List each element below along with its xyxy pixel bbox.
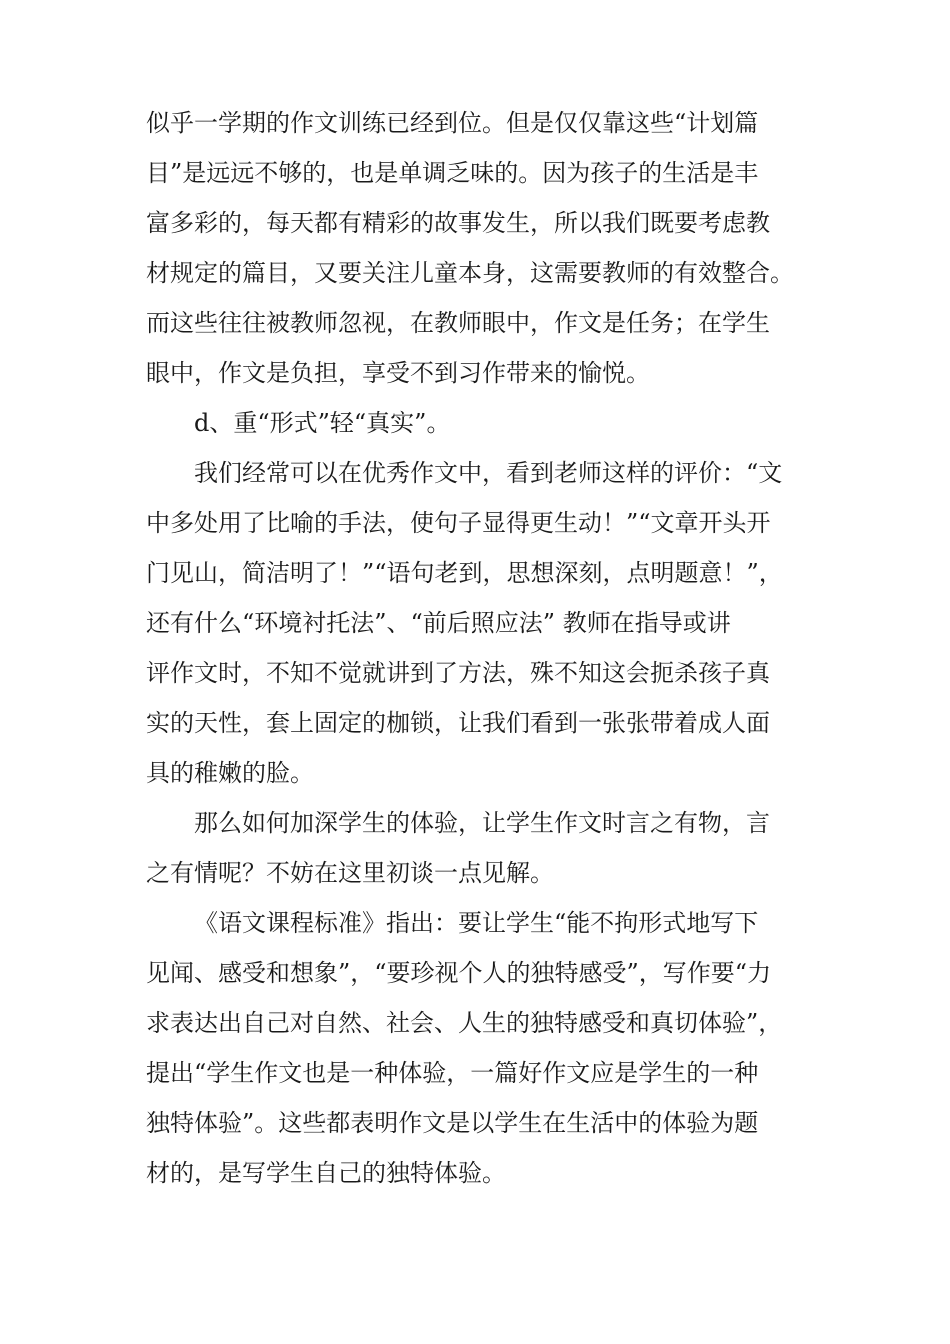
text-line: 之有情呢？不妨在这里初谈一点见解。: [146, 859, 554, 887]
text-line: 门见山，简洁明了！”“语句老到，思想深刻，点明题意！”，: [146, 559, 783, 587]
text-line: 那么如何加深学生的体验，让学生作文时言之有物，言: [194, 809, 770, 837]
text-line: 材的，是写学生自己的独特体验。: [146, 1159, 506, 1187]
text-line: 我们经常可以在优秀作文中，看到老师这样的评价：“文: [194, 459, 783, 487]
text-line: 富多彩的，每天都有精彩的故事发生，所以我们既要考虑教: [146, 209, 770, 237]
text-line: 目”是远远不够的，也是单调乏味的。因为孩子的生活是丰: [146, 159, 759, 187]
text-line: 实的天性，套上固定的枷锁，让我们看到一张张带着成人面: [146, 709, 770, 737]
section-heading: d、重“形式”轻“真实”。: [194, 409, 451, 437]
text-line: 而这些往往被教师忽视，在教师眼中，作文是任务；在学生: [146, 309, 770, 337]
body-text: [146, 98, 806, 1198]
text-line: 材规定的篇目，又要关注儿童本身，这需要教师的有效整合。: [146, 259, 794, 287]
text-line: 评作文时，不知不觉就讲到了方法，殊不知这会扼杀孩子真: [146, 659, 770, 687]
text-line: 《语文课程标准》指出：要让学生“能不拘形式地写下: [194, 909, 759, 937]
text-line: 见闻、感受和想象”，“要珍视个人的独特感受”，写作要“力: [146, 959, 772, 987]
text-line: 眼中，作文是负担，享受不到习作带来的愉悦。: [146, 359, 650, 387]
text-line: 中多处用了比喻的手法，使句子显得更生动！”“文章开头开: [146, 509, 771, 537]
text-line: 求表达出自己对自然、社会、人生的独特感受和真切体验”，: [146, 1009, 783, 1037]
text-line: 提出“学生作文也是一种体验，一篇好作文应是学生的一种: [146, 1059, 759, 1087]
text-line: 具的稚嫩的脸。: [146, 759, 314, 787]
text-line: 还有什么“环境衬托法”、“前后照应法” 教师在指导或讲: [146, 609, 731, 637]
text-line: 独特体验”。这些都表明作文是以学生在生活中的体验为题: [146, 1109, 759, 1137]
text-line: 似乎一学期的作文训练已经到位。但是仅仅靠这些“计划篇: [146, 109, 759, 137]
